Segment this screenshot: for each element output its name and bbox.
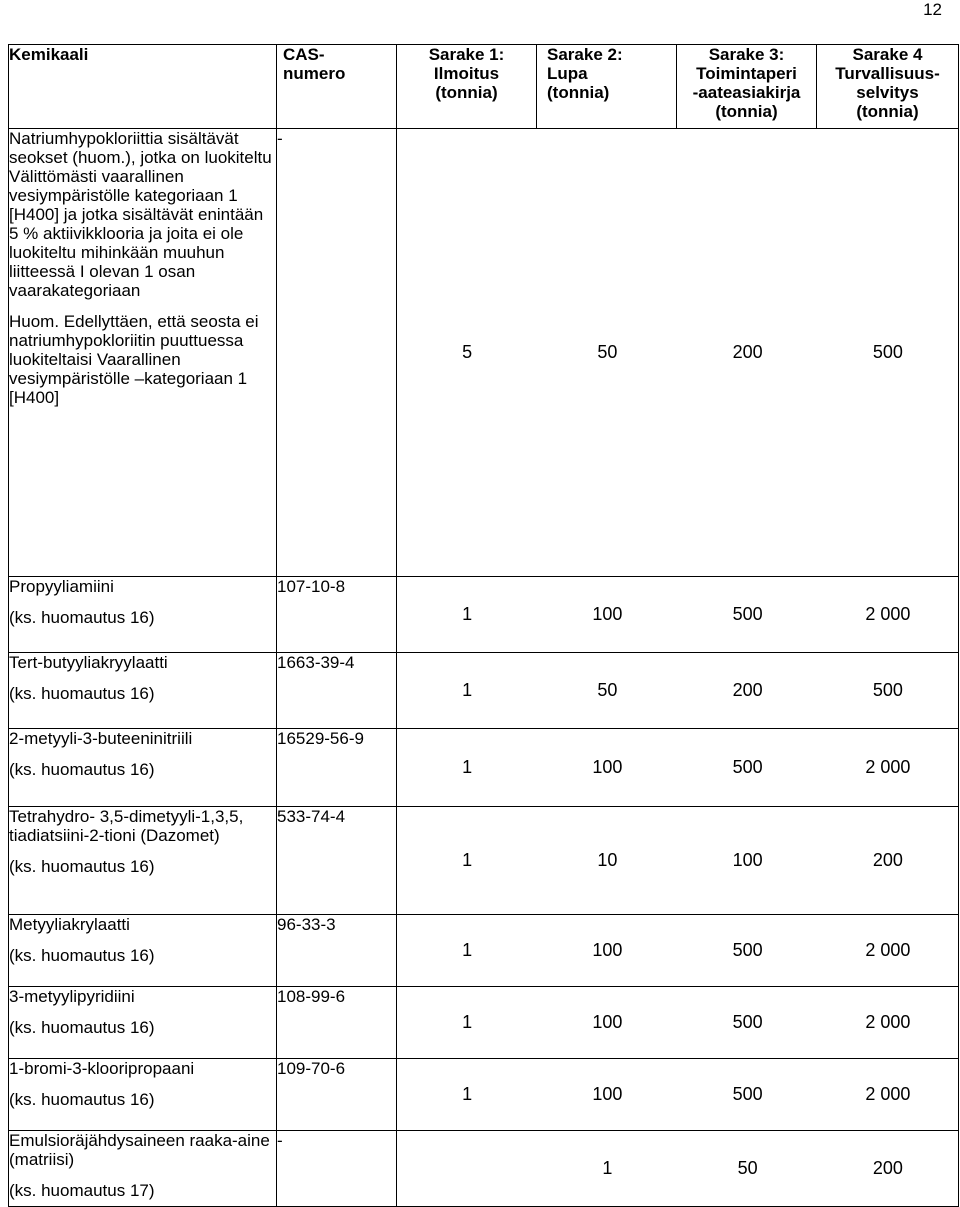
- cas-number: 96-33-3: [277, 915, 397, 987]
- column-2-value: 50: [597, 680, 618, 700]
- cas-number: 108-99-6: [277, 987, 397, 1059]
- chemical-note: (ks. huomautus 17): [9, 1181, 155, 1200]
- column-2-value: 100: [592, 604, 623, 624]
- column-4-value: 200: [872, 1158, 903, 1178]
- table-row: [9, 807, 959, 915]
- column-4-value: 2 000: [865, 1012, 911, 1032]
- chemical-name-cell: [9, 987, 277, 1059]
- column-4-value: 2 000: [865, 1084, 911, 1104]
- column-1-value: 1: [462, 940, 473, 960]
- table-row: [9, 1059, 959, 1131]
- column-2-value: 100: [592, 940, 623, 960]
- threshold-values: [397, 577, 959, 653]
- column-3-value: 50: [737, 1158, 758, 1178]
- cas-number: -: [277, 1131, 397, 1207]
- cas-number: 16529-56-9: [277, 729, 397, 807]
- chemical-name: Tetrahydro- 3,5-dimetyyli-1,3,5, tiadiatsiini-2-tioni (Dazomet): [9, 807, 244, 845]
- threshold-values: [397, 129, 959, 577]
- chemical-name: Natriumhypokloriittia sisältävät seokset (huom.), jotka on luokiteltu Välittömästi vaarallinen vesiympäristölle kategoriaan 1 [H400] ja jotka sisältävät enintään 5 % aktiivikklooria ja joita ei ole luokiteltu mihinkään muuhun liitteessä I olevan 1 osan vaarakategoriaan: [9, 129, 272, 300]
- column-2-value: 10: [597, 850, 618, 870]
- column-2-value: 100: [592, 1084, 623, 1104]
- cas-number: 107-10-8: [277, 577, 397, 653]
- table-row: [9, 577, 959, 653]
- table-row: [9, 653, 959, 729]
- header-col2: Sarake 2: Lupa (tonnia): [537, 45, 677, 129]
- chemical-name: 1-bromi-3-klooripropaani: [9, 1059, 195, 1078]
- table-row: [9, 129, 959, 577]
- chemical-note: (ks. huomautus 16): [9, 684, 155, 703]
- chemical-note: (ks. huomautus 16): [9, 857, 155, 876]
- header-col4: Sarake 4 Turvallisuus- selvitys (tonnia): [817, 45, 959, 129]
- threshold-values: [397, 915, 959, 987]
- chemical-name: Propyyliamiini: [9, 577, 114, 596]
- cas-number: 109-70-6: [277, 1059, 397, 1131]
- cas-number: -: [277, 129, 397, 577]
- chemical-name: Tert-butyyliakryylaatti: [9, 653, 168, 672]
- column-4-value: 500: [872, 680, 903, 700]
- column-1-value: 1: [462, 1084, 473, 1104]
- column-2-value: 50: [597, 342, 618, 362]
- threshold-values: [397, 729, 959, 807]
- column-1-value: 1: [462, 850, 473, 870]
- column-1-value: 5: [462, 342, 473, 362]
- chemical-name-cell: [9, 653, 277, 729]
- header-col3: Sarake 3: Toimintaperi -aateasiakirja (tonnia): [677, 45, 817, 129]
- column-4-value: 500: [872, 342, 903, 362]
- chemical-name: Emulsioräjähdysaineen raaka-aine (matriisi): [9, 1131, 270, 1169]
- table-row: [9, 987, 959, 1059]
- page-number: 12: [923, 0, 942, 19]
- column-3-value: 500: [732, 1084, 763, 1104]
- column-1-value: 1: [462, 1012, 473, 1032]
- column-2-value: 100: [592, 757, 623, 777]
- column-1-value: 1: [462, 604, 473, 624]
- chemical-name-cell: [9, 1131, 277, 1207]
- chemical-name-cell: [9, 1059, 277, 1131]
- chemical-name-cell: [9, 915, 277, 987]
- chemical-name: 3-metyylipyridiini: [9, 987, 135, 1006]
- column-2-value: 1: [602, 1158, 613, 1178]
- header-row: [9, 45, 959, 129]
- column-1-value: 1: [462, 757, 473, 777]
- column-4-value: 2 000: [865, 604, 911, 624]
- threshold-values: [397, 1059, 959, 1131]
- threshold-values: [397, 987, 959, 1059]
- chemical-name: 2-metyyli-3-buteeninitriili: [9, 729, 193, 748]
- chemical-note: Huom. Edellyttäen, että seosta ei natriumhypokloriitin puuttuessa luokiteltaisi Vaarallinen vesiympäristölle –kategoriaan 1 [H400]: [9, 312, 259, 407]
- chemical-note: (ks. huomautus 16): [9, 608, 155, 627]
- chemical-note: (ks. huomautus 16): [9, 760, 155, 779]
- column-1-value: 1: [462, 680, 473, 700]
- chemical-threshold-table: [8, 44, 959, 1207]
- column-2-value: 100: [592, 1012, 623, 1032]
- table-row: [9, 1131, 959, 1207]
- cas-number: 1663-39-4: [277, 653, 397, 729]
- chemical-name-cell: [9, 129, 277, 577]
- chemical-note: (ks. huomautus 16): [9, 1018, 155, 1037]
- threshold-values: [397, 807, 959, 915]
- column-3-value: 500: [732, 757, 763, 777]
- column-3-value: 100: [732, 850, 763, 870]
- column-4-value: 2 000: [865, 757, 911, 777]
- column-4-value: 200: [872, 850, 903, 870]
- chemical-name-cell: [9, 577, 277, 653]
- chemical-name-cell: [9, 729, 277, 807]
- header-chemical: Kemikaali: [9, 45, 277, 129]
- cas-number: 533-74-4: [277, 807, 397, 915]
- column-3-value: 500: [732, 1012, 763, 1032]
- column-3-value: 200: [732, 680, 763, 700]
- threshold-values: [397, 1131, 959, 1207]
- chemical-name-cell: [9, 807, 277, 915]
- empty-value: [397, 1158, 537, 1179]
- column-3-value: 500: [732, 604, 763, 624]
- table-row: [9, 915, 959, 987]
- table-body: [9, 129, 959, 1207]
- header-cas: CAS-numero: [277, 45, 397, 129]
- chemical-note: (ks. huomautus 16): [9, 946, 155, 965]
- threshold-values: [397, 653, 959, 729]
- chemical-name: Metyyliakrylaatti: [9, 915, 130, 934]
- header-col1: Sarake 1: Ilmoitus (tonnia): [397, 45, 537, 129]
- column-3-value: 200: [732, 342, 763, 362]
- column-3-value: 500: [732, 940, 763, 960]
- chemical-note: (ks. huomautus 16): [9, 1090, 155, 1109]
- column-4-value: 2 000: [865, 940, 911, 960]
- table-row: [9, 729, 959, 807]
